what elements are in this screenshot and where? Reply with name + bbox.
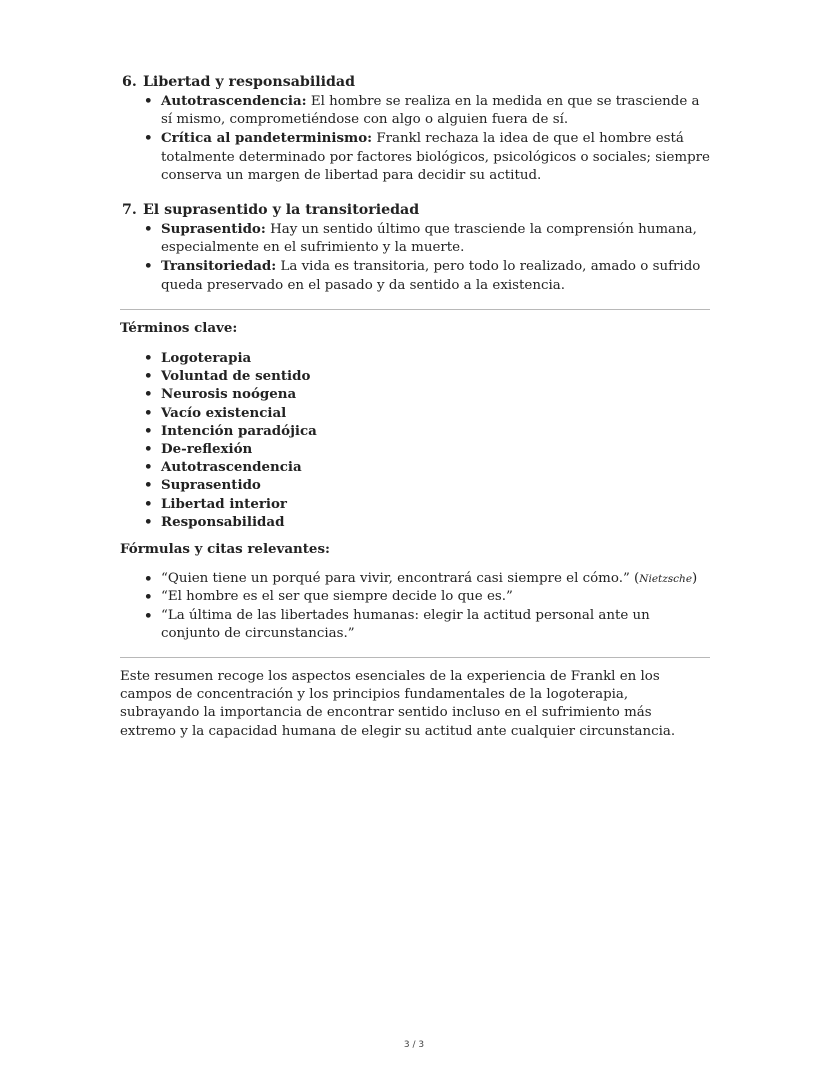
- list-item: • Vacío existencial: [120, 404, 710, 422]
- list-item: • “La última de las libertades humanas: elegir la actitud personal ante un conjunto de circunstancias.”: [120, 607, 710, 643]
- list-item: • De-reflexión: [120, 440, 710, 458]
- list-item: • Transitoriedad: La vida es transitoria, pero todo lo realizado, amado o sufrido queda preservado en el pasado y da sentido a la existencia.: [120, 257, 710, 294]
- list-item: • “Quien tiene un porqué para vivir, encontrará casi siempre el cómo.” (Nietzsche): [120, 570, 710, 588]
- document-page: [120, 72, 710, 754]
- quotes-list: [120, 570, 710, 643]
- section-heading: 7. El suprasentido y la transitoriedad: [122, 202, 420, 219]
- list-item: • Responsabilidad: [120, 513, 710, 531]
- quote-author: Nietzsche: [639, 573, 693, 586]
- list-item: • Libertad interior: [120, 495, 710, 513]
- list-item: • “El hombre es el ser que siempre decide lo que es.”: [120, 588, 710, 606]
- divider: [120, 309, 710, 310]
- section-bullet-list: [120, 220, 710, 295]
- section-libertad: [120, 72, 710, 185]
- list-item: • Neurosis noógena: [120, 385, 710, 403]
- list-item: • Crítica al pandeterminismo: Frankl rechaza la idea de que el hombre está totalmente determinado por factores biológicos, psicológicos o sociales; siempre conserva un margen de libertad para decidir su actitud.: [120, 129, 710, 185]
- list-item: • Autotrascendencia: El hombre se realiza en la medida en que se trasciende a sí mismo, comprometiéndose con algo o alguien fuera de sí.: [120, 92, 710, 129]
- list-item: • Logoterapia: [120, 349, 710, 367]
- section-suprasentido: [120, 200, 710, 295]
- list-item: • Suprasentido: [120, 476, 710, 494]
- list-item: • Voluntad de sentido: [120, 367, 710, 385]
- page-number: 3 / 3: [403, 1040, 425, 1050]
- divider: [120, 657, 710, 658]
- section-bullet-list: [120, 92, 710, 185]
- summary-paragraph: Este resumen recoge los aspectos esenciales de la experiencia de Frankl en los campos de concentración y los principios fundamentales de la logoterapia, subrayando la importancia de encontrar sentido incluso en el sufrimiento más extremo y la capacidad humana de elegir su actitud ante cualquier circunstancia.: [120, 669, 676, 739]
- list-item: • Intención paradójica: [120, 422, 710, 440]
- list-item: • Autotrascendencia: [120, 458, 710, 476]
- key-terms-label: Términos clave:: [120, 319, 238, 336]
- list-item: • Suprasentido: Hay un sentido último que trasciende la comprensión humana, especialmente en el sufrimiento y la muerte.: [120, 220, 710, 257]
- section-heading: 6. Libertad y responsabilidad: [122, 74, 356, 90]
- quotes-label: Fórmulas y citas relevantes:: [120, 541, 330, 558]
- key-terms-list: [120, 349, 710, 531]
